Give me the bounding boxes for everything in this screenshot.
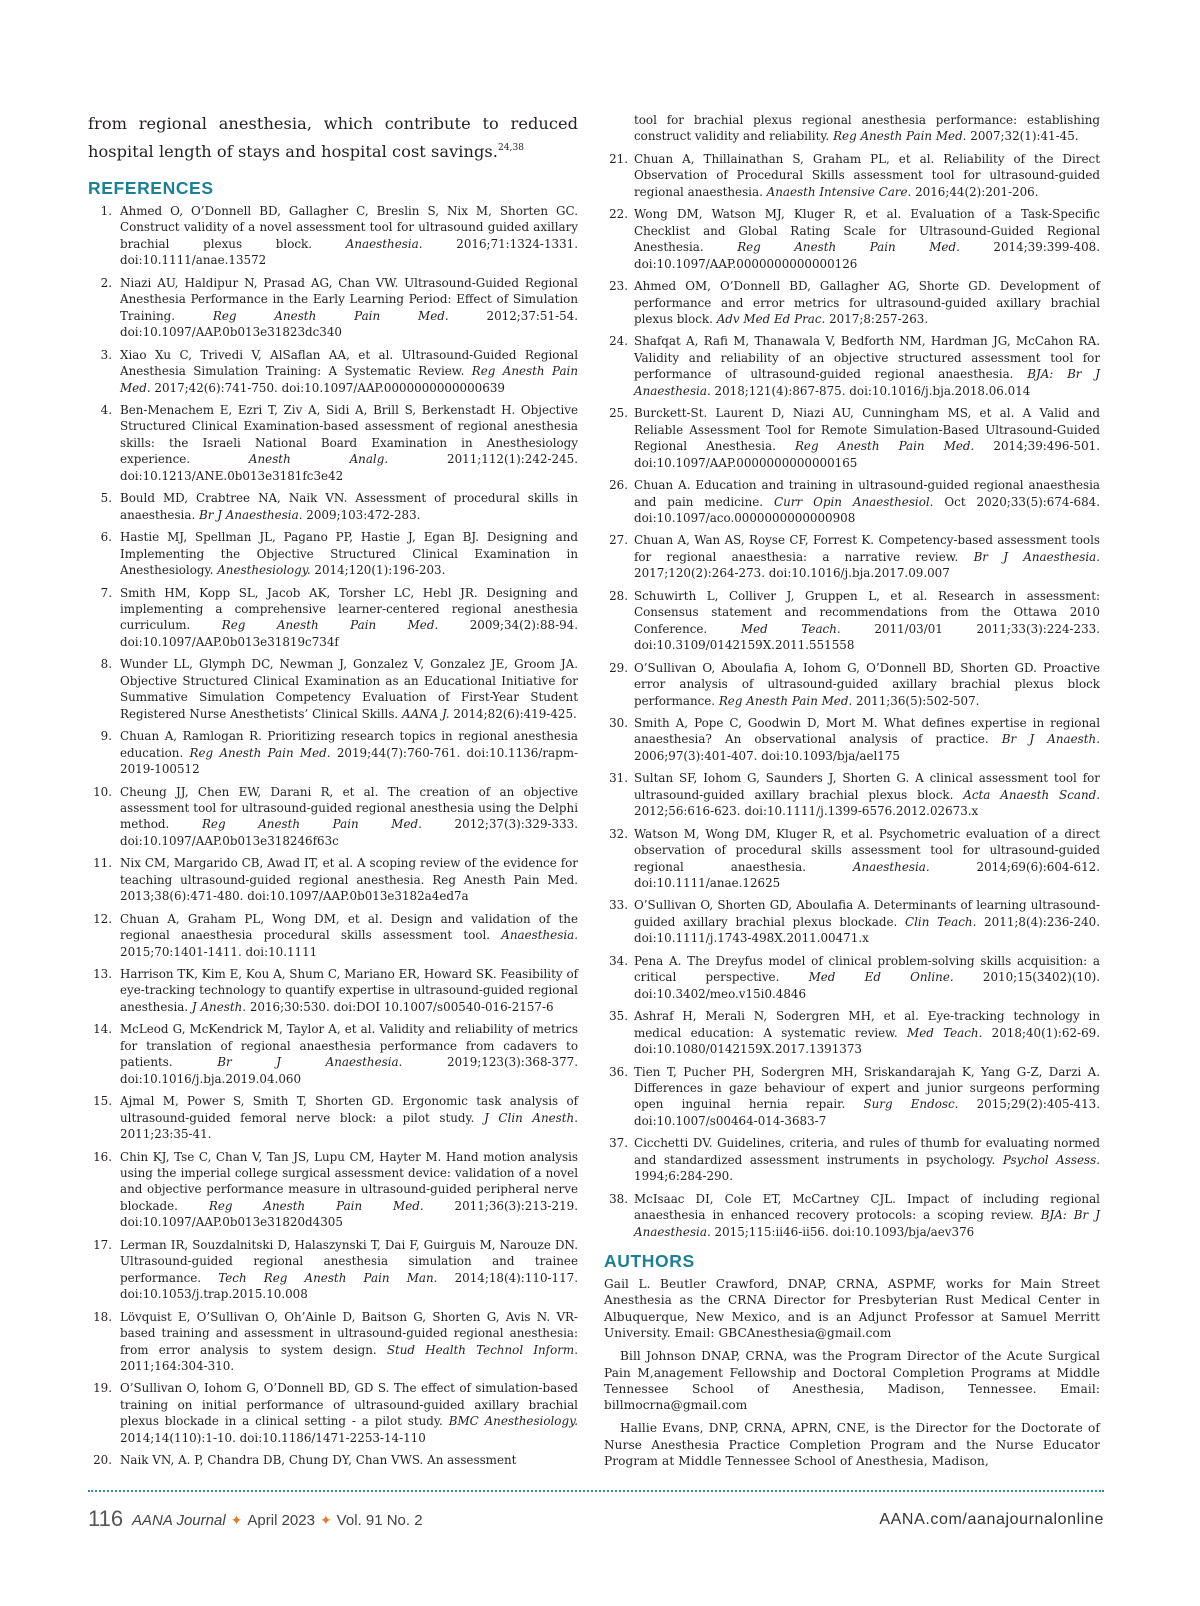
reference-number: 3. bbox=[100, 347, 112, 362]
reference-text: Shafqat A, Rafi M, Thanawala V, Bedforth NM, Hardman JG, McCahon RA. Validity and reliability of an objective structured assessment tool for performance of ultrasound-guided regional anaesthesia. BJA: Br J Anaesthesia. 2018;121(4):867-875. doi:10.1016/j.bja.2018.06.014 bbox=[634, 334, 1100, 398]
references-heading: REFERENCES bbox=[88, 178, 214, 198]
reference-number: 21. bbox=[609, 151, 628, 166]
intro-paragraph bbox=[88, 112, 578, 164]
reference-text: Lerman IR, Souzdalnitski D, Halaszynski T, Dai F, Guirguis M, Narouze DN. Ultrasound-guided regional anesthesia simulation and trainee performance. Tech Reg Anesth Pain Man. 2014;18(4):110-117. doi:10.1053/j.trap.2015.10.008 bbox=[120, 1237, 579, 1302]
reference-item bbox=[88, 275, 578, 341]
reference-number: 29. bbox=[609, 660, 628, 675]
reference-number: 34. bbox=[609, 953, 628, 968]
reference-number: 11. bbox=[93, 856, 112, 871]
reference-text: Chuan A, Graham PL, Wong DM, et al. Design and validation of the regional anaesthesia procedural skills assessment tool. Anaesthesia. 2015;70:1401-1411. doi:10.1111 bbox=[120, 911, 578, 959]
reference-number: 28. bbox=[609, 588, 628, 603]
reference-number: 22. bbox=[609, 207, 628, 222]
reference-number: 16. bbox=[93, 1149, 112, 1164]
reference-item bbox=[604, 477, 1100, 526]
authors-list bbox=[604, 1276, 1100, 1469]
reference-text: Wunder LL, Glymph DC, Newman J, Gonzalez V, Gonzalez JE, Groom JA. Objective Structured Clinical Examination as an Educational Initiative for Summative Simulation Competency Evaluation of First-Year Student Registered Nurse Anesthetists’ Clinical Skills. AANA J. 2014;82(6):419-425. bbox=[120, 657, 578, 721]
reference-text: Chuan A, Ramlogan R. Prioritizing research topics in regional anesthesia education. Reg Anesth Pain Med. 2019;44(7):760-761. doi:10.1136/rapm-2019-100512 bbox=[120, 729, 578, 777]
diamond-separator-icon: ✦ bbox=[230, 1512, 243, 1528]
reference-item bbox=[604, 206, 1100, 272]
reference-text: O’Sullivan O, Iohom G, O’Donnell BD, GD S. The effect of simulation-based training on initial performance of ultrasound-guided axillary brachial plexus blockade in a clinical setting - a pilot study. BMC Anesthesiology. 2014;14(110):1-10. doi:10.1186/1471-2253-14-110 bbox=[120, 1381, 578, 1445]
reference-text: Hastie MJ, Spellman JL, Pagano PP, Hastie J, Egan BJ. Designing and Implementing the Objective Structured Clinical Examination in Anesthesiology. Anesthesiology. 2014;120(1):196-203. bbox=[120, 530, 578, 578]
reference-number: 25. bbox=[609, 406, 628, 421]
reference-number: 5. bbox=[100, 491, 112, 506]
volume-issue: Vol. 91 No. 2 bbox=[336, 1512, 423, 1529]
reference-text: Nix CM, Margarido CB, Awad IT, et al. A scoping review of the evidence for teaching ultrasound-guided regional anesthesia. Reg Anesth Pain Med. 2013;38(6):471-480. doi:10.1097/AAP.0b013e3182a4ed7a bbox=[120, 856, 578, 904]
reference-item bbox=[88, 966, 578, 1015]
reference-text: Cicchetti DV. Guidelines, criteria, and rules of thumb for evaluating normed and standardized assessment instruments in psychology. Psychol Assess. 1994;6:284-290. bbox=[634, 1136, 1100, 1184]
reference-item bbox=[88, 1237, 578, 1303]
reference-item bbox=[88, 911, 578, 960]
reference-number: 8. bbox=[100, 657, 112, 672]
reference-item bbox=[604, 1135, 1100, 1184]
reference-number: 18. bbox=[93, 1309, 112, 1324]
reference-item bbox=[88, 1309, 578, 1375]
reference-text: Bould MD, Crabtree NA, Naik VN. Assessment of procedural skills in anaesthesia. Br J Anaesthesia. 2009;103:472-283. bbox=[120, 491, 578, 522]
reference-number: 36. bbox=[609, 1064, 628, 1079]
reference-text: Chuan A. Education and training in ultrasound-guided regional anaesthesia and pain medicine. Curr Opin Anaesthesiol. Oct 2020;33(5):674-684. doi:10.1097/aco.0000000000000908 bbox=[634, 478, 1100, 525]
reference-text: Ashraf H, Merali N, Sodergren MH, et al. Eye-tracking technology in medical education: A systematic review. Med Teach. 2018;40(1):62-69. doi:10.1080/0142159X.2017.1391373 bbox=[634, 1009, 1100, 1057]
reference-number: 9. bbox=[100, 729, 112, 744]
intro-citation: 24,38 bbox=[497, 143, 524, 153]
left-column bbox=[88, 112, 578, 1475]
reference-number: 15. bbox=[93, 1094, 112, 1109]
reference-number: 6. bbox=[100, 530, 112, 545]
reference-number: 31. bbox=[609, 771, 628, 786]
reference-number: 37. bbox=[609, 1136, 628, 1151]
reference-item bbox=[604, 278, 1100, 327]
journal-website-link[interactable]: AANA.com/aanajournalonline bbox=[879, 1511, 1104, 1528]
reference-item bbox=[88, 347, 578, 396]
reference-text: Wong DM, Watson MJ, Kluger R, et al. Evaluation of a Task-Specific Checklist and Global Rating Scale for Ultrasound-Guided Regional Anesthesia. Reg Anesth Pain Med. 2014;39:399-408. doi:10.1097/AAP.0000000000000126 bbox=[634, 207, 1100, 271]
reference-text: Ahmed OM, O’Donnell BD, Gallagher AG, Shorte GD. Development of performance and error metrics for ultrasound-guided axillary brachial plexus block. Adv Med Ed Prac. 2017;8:257-263. bbox=[634, 279, 1100, 326]
reference-item bbox=[88, 203, 578, 269]
right-column bbox=[604, 112, 1100, 1476]
reference-text: Burckett-St. Laurent D, Niazi AU, Cunningham MS, et al. A Valid and Reliable Assessment Tool for Remote Simulation-Based Ultrasound-Guided Regional Anesthesia. Reg Anesth Pain Med. 2014;39:496-501. doi:10.1097/AAP.0000000000000165 bbox=[634, 406, 1100, 470]
journal-title: AANA Journal bbox=[132, 1512, 226, 1529]
reference-number: 30. bbox=[609, 715, 628, 730]
reference-number: 23. bbox=[609, 279, 628, 294]
reference-text: McLeod G, McKendrick M, Taylor A, et al. Validity and reliability of metrics for translation of regional anaesthesia performance from cadavers to patients. Br J Anaesthesia. 2019;123(3):368-377. doi:10.1016/j.bja.2019.04.060 bbox=[120, 1022, 579, 1086]
reference-text: Schuwirth L, Colliver J, Gruppen L, et al. Research in assessment: Consensus statement and recommendations from the Ottawa 2010 Conference. Med Teach. 2011/03/01 2011;33(3):224-233. doi:10.3109/0142159X.2011.551558 bbox=[634, 588, 1100, 653]
reference-item bbox=[604, 405, 1100, 471]
reference-text: Smith HM, Kopp SL, Jacob AK, Torsher LC, Hebl JR. Designing and implementing a comprehensive learner-centered regional anesthesia curriculum. Reg Anesth Pain Med. 2009;34(2):88-94. doi:10.1097/AAP.0b013e31819c734f bbox=[120, 585, 578, 649]
reference-number: 13. bbox=[93, 967, 112, 982]
reference-text: Sultan SF, Iohom G, Saunders J, Shorten G. A clinical assessment tool for ultrasound-guided axillary brachial plexus block. Acta Anaesth Scand. 2012;56:616-623. doi:10.1111/j.1399-6576.2012.02673.x bbox=[634, 771, 1100, 819]
reference-number: 33. bbox=[609, 898, 628, 913]
reference-number: 4. bbox=[100, 402, 112, 417]
footer-divider bbox=[88, 1490, 1104, 1492]
reference-number: 17. bbox=[93, 1237, 112, 1252]
reference-item bbox=[604, 1008, 1100, 1057]
reference-number: 24. bbox=[609, 334, 628, 349]
reference-number: 10. bbox=[93, 784, 112, 799]
reference-number: 20. bbox=[93, 1453, 112, 1468]
reference-item bbox=[604, 151, 1100, 200]
diamond-separator-icon: ✦ bbox=[319, 1512, 332, 1528]
reference-text: Harrison TK, Kim E, Kou A, Shum C, Mariano ER, Howard SK. Feasibility of eye-tracking technology to quantify expertise in ultrasound-guided regional anesthesia. J Anesth. 2016;30:530. doi:DOI 10.1007/s00540-016-2157-6 bbox=[120, 967, 578, 1014]
reference-text: O’Sullivan O, Aboulafia A, Iohom G, O’Donnell BD, Shorten GD. Proactive error analysis of ultrasound-guided axillary brachial plexus block performance. Reg Anesth Pain Med. 2011;36(5):502-507. bbox=[634, 660, 1100, 708]
reference-item bbox=[88, 585, 578, 651]
reference-text: Watson M, Wong DM, Kluger R, et al. Psychometric evaluation of a direct observation of procedural skills assessment tool for ultrasound-guided regional anaesthesia. Anaesthesia. 2014;69(6):604-612. doi:10.1111/anae.12625 bbox=[634, 826, 1100, 891]
reference-item bbox=[604, 953, 1100, 1002]
reference-number: 38. bbox=[609, 1191, 628, 1206]
reference-item bbox=[88, 1021, 578, 1087]
reference-text: Ahmed O, O’Donnell BD, Gallagher C, Breslin S, Nix M, Shorten GC. Construct validity of a novel assessment tool for ultrasound guided axillary brachial plexus block. Anaesthesia. 2016;71:1324-1331. doi:10.1111/anae.13572 bbox=[120, 204, 578, 268]
reference-item bbox=[88, 728, 578, 777]
reference-text: tool for brachial plexus regional anesthesia performance: establishing construct validity and reliability. Reg Anesth Pain Med. 2007;32(1):41-45. bbox=[634, 113, 1100, 144]
reference-number: 35. bbox=[609, 1009, 628, 1024]
reference-item bbox=[88, 402, 578, 484]
reference-item bbox=[88, 1149, 578, 1231]
reference-text: Lövquist E, O’Sullivan O, Oh’Ainle D, Baitson G, Shorten G, Avis N. VR-based training and assessment in ultrasound-guided regional anesthesia: from error analysis to system design. Stud Health Technol Inform. 2011;164:304-310. bbox=[120, 1309, 578, 1373]
reference-item bbox=[88, 784, 578, 850]
reference-item bbox=[604, 1191, 1100, 1240]
authors-heading: AUTHORS bbox=[604, 1251, 695, 1272]
reference-item bbox=[88, 1452, 578, 1468]
reference-text: Cheung JJ, Chen EW, Darani R, et al. The creation of an objective assessment tool for ultrasound-guided regional anesthesia using the Delphi method. Reg Anesth Pain Med. 2012;37(3):329-333. doi:10.1097/AAP.0b013e318246f63c bbox=[120, 784, 578, 848]
journal-info bbox=[132, 1512, 423, 1529]
reference-number: 14. bbox=[93, 1022, 112, 1037]
reference-item bbox=[604, 1064, 1100, 1130]
reference-text: Chin KJ, Tse C, Chan V, Tan JS, Lupu CM, Hayter M. Hand motion analysis using the imperial college surgical assessment device: validation of a novel and objective performance measure in ultrasound-guided peripheral nerve blockade. Reg Anesth Pain Med. 2011;36(3):213-219. doi:10.1097/AAP.0b013e31820d4305 bbox=[120, 1149, 578, 1230]
reference-number: 32. bbox=[609, 826, 628, 841]
reference-item bbox=[88, 855, 578, 904]
reference-item bbox=[88, 529, 578, 578]
reference-item bbox=[604, 532, 1100, 581]
reference-number: 27. bbox=[609, 533, 628, 548]
reference-item bbox=[88, 490, 578, 523]
reference-number: 1. bbox=[100, 204, 112, 218]
reference-item bbox=[604, 826, 1100, 892]
reference-item bbox=[88, 1380, 578, 1446]
reference-item bbox=[604, 333, 1100, 399]
reference-text: Xiao Xu C, Trivedi V, AlSaflan AA, et al. Ultrasound-Guided Regional Anesthesia Simulation Training: A Systematic Review. Reg Anesth Pain Med. 2017;42(6):741-750. doi:10.1097/AAP.0000000000000639 bbox=[120, 347, 578, 395]
page-number: 116 bbox=[88, 1506, 124, 1531]
reference-text: O’Sullivan O, Shorten GD, Aboulafia A. Determinants of learning ultrasound-guided axillary brachial plexus blockade. Clin Teach. 2011;8(4):236-240. doi:10.1111/j.1743-498X.2011.00471.x bbox=[634, 898, 1100, 946]
reference-number: 19. bbox=[93, 1381, 112, 1396]
reference-text: Smith A, Pope C, Goodwin D, Mort M. What defines expertise in regional anaesthesia? An observational analysis of practice. Br J Anaesth. 2006;97(3):401-407. doi:10.1093/bja/ael175 bbox=[634, 715, 1100, 763]
reference-item bbox=[88, 656, 578, 722]
author-bio: Hallie Evans, DNP, CRNA, APRN, CNE, is the Director for the Doctorate of Nurse Anesthesia Practice Completion Program and the Nurse Educator Program at Middle Tennessee School of Anesthesia, Madison, bbox=[604, 1421, 1100, 1469]
reference-text: McIsaac DI, Cole ET, McCartney CJL. Impact of including regional anaesthesia in enhanced recovery protocols: a scoping review. BJA: Br J Anaesthesia. 2015;115:ii46-ii56. doi:10.1093/bja/aev376 bbox=[634, 1191, 1100, 1239]
references-list-left bbox=[88, 203, 578, 1469]
issue-date: April 2023 bbox=[247, 1512, 315, 1529]
reference-text: Tien T, Pucher PH, Sodergren MH, Sriskandarajah K, Yang G-Z, Darzi A. Differences in gaze behaviour of expert and junior surgeons performing open inguinal hernia repair. Surg Endosc. 2015;29(2):405-413. doi:10.1007/s00464-014-3683-7 bbox=[634, 1064, 1101, 1128]
reference-text: Ajmal M, Power S, Smith T, Shorten GD. Ergonomic task analysis of ultrasound-guided femoral nerve block: a pilot study. J Clin Anesth. 2011;23:35-41. bbox=[120, 1094, 578, 1142]
reference-number: 12. bbox=[93, 911, 112, 926]
reference-text: Chuan A, Wan AS, Royse CF, Forrest K. Competency-based assessment tools for regional anaesthesia: a narrative review. Br J Anaesthesia. 2017;120(2):264-273. doi:10.1016/j.bja.2017.09.007 bbox=[634, 533, 1100, 581]
reference-item bbox=[604, 112, 1100, 145]
reference-item bbox=[604, 660, 1100, 709]
reference-text: Niazi AU, Haldipur N, Prasad AG, Chan VW. Ultrasound-Guided Regional Anesthesia Performance in the Early Learning Period: Effect of Simulation Training. Reg Anesth Pain Med. 2012;37:51-54. doi:10.1097/AAP.0b013e31823dc340 bbox=[120, 275, 578, 340]
reference-text: Chuan A, Thillainathan S, Graham PL, et al. Reliability of the Direct Observation of Procedural Skills assessment tool for ultrasound-guided regional anaesthesia. Anaesth Intensive Care. 2016;44(2):201-206. bbox=[634, 151, 1100, 199]
references-list-right bbox=[604, 112, 1100, 1240]
author-bio: Gail L. Beutler Crawford, DNAP, CRNA, ASPMF, works for Main Street Anesthesia as the CRNA Director for Presbyterian Rust Medical Center in Albuquerque, New Mexico, and is an Adjunct Professor at Samuel Merritt University. Email: GBCAnesthesia@gmail.com bbox=[604, 1277, 1100, 1340]
reference-text: Ben-Menachem E, Ezri T, Ziv A, Sidi A, Brill S, Berkenstadt H. Objective Structured Clinical Examination-based assessment of regional anesthesia skills: the Israeli National Board Examination in Anesthesiology experience. Anesth Analg. 2011;112(1):242-245. doi:10.1213/ANE.0b013e3181fc3e42 bbox=[120, 402, 578, 483]
page-footer bbox=[88, 1506, 1104, 1540]
intro-text: from regional anesthesia, which contribute to reduced hospital length of stays and hospital cost savings. bbox=[88, 114, 578, 161]
reference-item bbox=[604, 897, 1100, 946]
reference-number: 7. bbox=[100, 585, 112, 600]
author-bio: Bill Johnson DNAP, CRNA, was the Program Director of the Acute Surgical Pain M,anagement Fellowship and Doctoral Completion Programs at Middle Tennessee School of Anesthesia, Madison, Tennessee. Email: billmocrna@gmail.com bbox=[604, 1349, 1100, 1413]
reference-text: Pena A. The Dreyfus model of clinical problem-solving skills acquisition: a critical perspective. Med Ed Online. 2010;15(3402)(10). doi:10.3402/meo.v15i0.4846 bbox=[634, 953, 1101, 1001]
reference-number: 2. bbox=[100, 275, 112, 290]
reference-item bbox=[88, 1093, 578, 1142]
reference-item bbox=[604, 588, 1100, 654]
reference-number: 26. bbox=[609, 478, 628, 493]
reference-item bbox=[604, 715, 1100, 764]
reference-text: Naik VN, A. P, Chandra DB, Chung DY, Chan VWS. An assessment bbox=[120, 1453, 517, 1468]
reference-item bbox=[604, 770, 1100, 819]
